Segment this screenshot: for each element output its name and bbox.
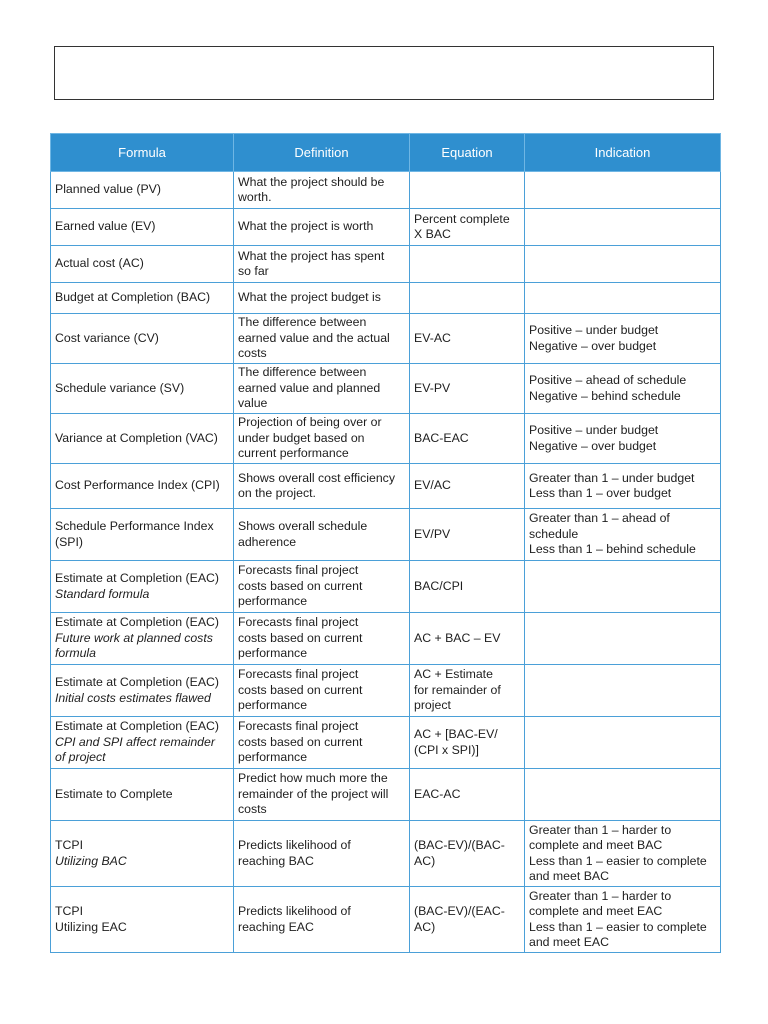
formula-subtitle: Standard formula	[55, 586, 150, 601]
cell-indication: Positive – under budget Negative – over budget	[525, 314, 721, 364]
cell-definition: Forecasts final project costs based on current performance	[234, 613, 410, 665]
cell-equation: AC + BAC – EV	[410, 613, 525, 665]
cell-indication: Positive – under budget Negative – over budget	[525, 414, 721, 464]
cell-formula: TCPI Utilizing EAC	[51, 887, 234, 953]
cell-equation: AC + Estimate for remainder of project	[410, 665, 525, 717]
earned-value-table	[50, 133, 721, 953]
cell-definition: Forecasts final project costs based on current performance	[234, 717, 410, 769]
cell-definition: Projection of being over or under budget based on current performance	[234, 414, 410, 464]
cell-equation: Percent complete X BAC	[410, 209, 525, 246]
header-definition: Definition	[234, 134, 410, 172]
cell-equation	[410, 283, 525, 314]
table-row	[51, 717, 721, 769]
table-row	[51, 561, 721, 613]
table-row	[51, 464, 721, 509]
cell-definition: What the project budget is	[234, 283, 410, 314]
cell-indication	[525, 246, 721, 283]
table-row	[51, 172, 721, 209]
cell-definition: Shows overall schedule adherence	[234, 509, 410, 561]
table-row	[51, 246, 721, 283]
cell-formula: Schedule variance (SV)	[51, 364, 234, 414]
cell-formula: Actual cost (AC)	[51, 246, 234, 283]
table-row	[51, 364, 721, 414]
table-header-row	[51, 134, 721, 172]
cell-indication: Greater than 1 – harder to complete and meet BAC Less than 1 – easier to complete and meet BAC	[525, 821, 721, 887]
cell-definition: Predicts likelihood of reaching EAC	[234, 887, 410, 953]
cell-equation: EAC-AC	[410, 769, 525, 821]
cell-definition: The difference between earned value and the actual costs	[234, 314, 410, 364]
cell-equation: EV-PV	[410, 364, 525, 414]
cell-formula: Estimate at Completion (EAC) Future work at planned costs formula	[51, 613, 234, 665]
cell-equation	[410, 172, 525, 209]
header-equation: Equation	[410, 134, 525, 172]
cell-definition: Predict how much more the remainder of the project will costs	[234, 769, 410, 821]
cell-formula: Variance at Completion (VAC)	[51, 414, 234, 464]
cell-equation: AC + [BAC-EV/ (CPI x SPI)]	[410, 717, 525, 769]
table-row	[51, 665, 721, 717]
cell-indication	[525, 613, 721, 665]
table-row	[51, 314, 721, 364]
table-row	[51, 613, 721, 665]
cell-indication: Greater than 1 – ahead of schedule Less than 1 – behind schedule	[525, 509, 721, 561]
cell-equation: (BAC-EV)/(EAC- AC)	[410, 887, 525, 953]
formula-subtitle: Utilizing BAC	[55, 853, 127, 868]
cell-definition: Predicts likelihood of reaching BAC	[234, 821, 410, 887]
formula-subtitle: CPI and SPI affect remainder of project	[55, 734, 215, 765]
table-row	[51, 283, 721, 314]
formula-subtitle: Future work at planned costs formula	[55, 630, 213, 661]
cell-indication	[525, 769, 721, 821]
cell-definition: Shows overall cost efficiency on the project.	[234, 464, 410, 509]
cell-equation: EV/PV	[410, 509, 525, 561]
cell-definition: Forecasts final project costs based on current performance	[234, 665, 410, 717]
cell-indication	[525, 172, 721, 209]
header-box	[54, 46, 714, 100]
header-formula: Formula	[51, 134, 234, 172]
table-row	[51, 769, 721, 821]
cell-definition: What the project has spent so far	[234, 246, 410, 283]
cell-formula: Estimate to Complete	[51, 769, 234, 821]
cell-formula: Earned value (EV)	[51, 209, 234, 246]
table-row	[51, 209, 721, 246]
cell-definition: The difference between earned value and planned value	[234, 364, 410, 414]
cell-indication	[525, 209, 721, 246]
table-row	[51, 414, 721, 464]
cell-equation: BAC/CPI	[410, 561, 525, 613]
cell-formula: Estimate at Completion (EAC) CPI and SPI affect remainder of project	[51, 717, 234, 769]
cell-formula: Planned value (PV)	[51, 172, 234, 209]
cell-indication: Positive – ahead of schedule Negative – behind schedule	[525, 364, 721, 414]
table-row	[51, 821, 721, 887]
cell-definition: What the project is worth	[234, 209, 410, 246]
cell-equation: (BAC-EV)/(BAC- AC)	[410, 821, 525, 887]
cell-formula: Cost variance (CV)	[51, 314, 234, 364]
cell-formula: TCPI Utilizing BAC	[51, 821, 234, 887]
cell-indication	[525, 717, 721, 769]
header-indication: Indication	[525, 134, 721, 172]
table-row	[51, 509, 721, 561]
cell-formula: Estimate at Completion (EAC) Initial costs estimates flawed	[51, 665, 234, 717]
cell-equation: EV-AC	[410, 314, 525, 364]
table-row	[51, 887, 721, 953]
cell-equation	[410, 246, 525, 283]
cell-indication: Greater than 1 – under budget Less than 1 – over budget	[525, 464, 721, 509]
cell-indication	[525, 561, 721, 613]
cell-indication	[525, 283, 721, 314]
cell-formula: Budget at Completion (BAC)	[51, 283, 234, 314]
cell-formula: Schedule Performance Index (SPI)	[51, 509, 234, 561]
cell-formula: Estimate at Completion (EAC) Standard formula	[51, 561, 234, 613]
cell-definition: Forecasts final project costs based on current performance	[234, 561, 410, 613]
cell-equation: BAC-EAC	[410, 414, 525, 464]
cell-definition: What the project should be worth.	[234, 172, 410, 209]
formula-subtitle: Initial costs estimates flawed	[55, 690, 211, 705]
cell-indication	[525, 665, 721, 717]
cell-formula: Cost Performance Index (CPI)	[51, 464, 234, 509]
cell-equation: EV/AC	[410, 464, 525, 509]
cell-indication: Greater than 1 – harder to complete and meet EAC Less than 1 – easier to complete and meet EAC	[525, 887, 721, 953]
